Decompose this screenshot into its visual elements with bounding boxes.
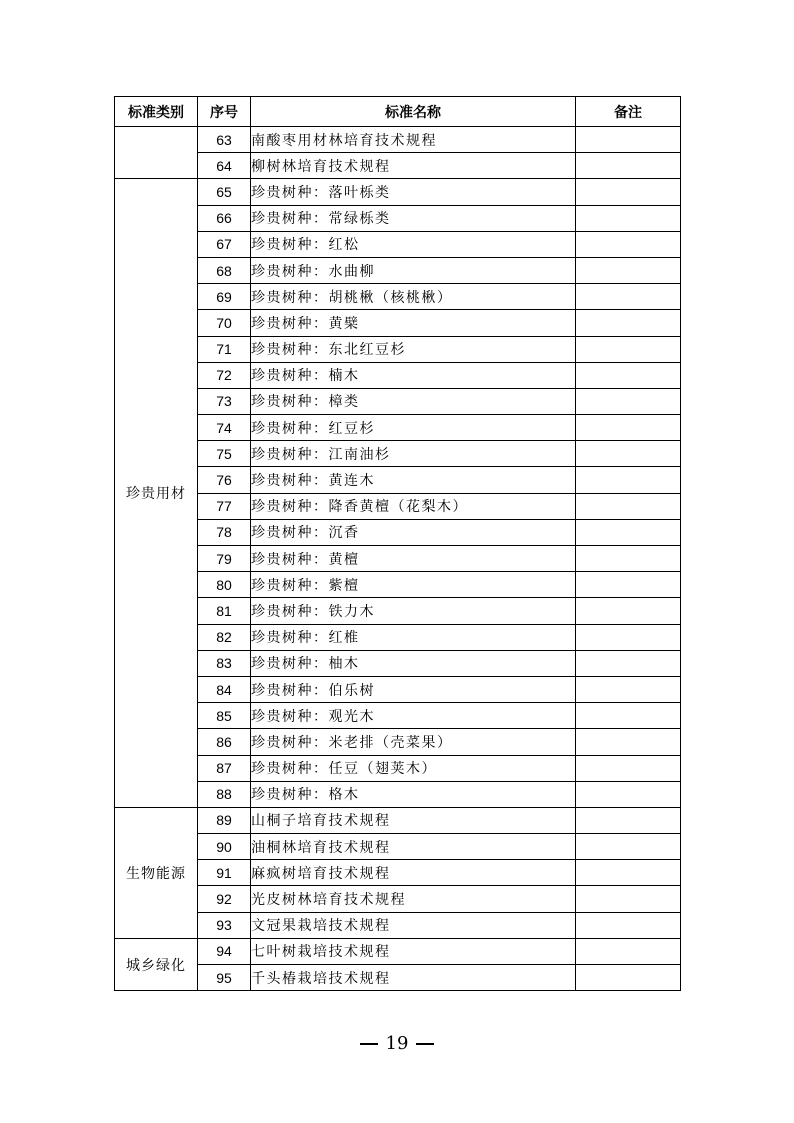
table-row bbox=[115, 781, 681, 807]
number-cell: 65 bbox=[198, 179, 251, 205]
note-cell bbox=[576, 650, 681, 676]
number-cell: 83 bbox=[198, 650, 251, 676]
name-cell: 珍贵树种：铁力木 bbox=[251, 598, 576, 624]
number-cell: 72 bbox=[198, 362, 251, 388]
note-cell bbox=[576, 624, 681, 650]
table-row bbox=[115, 912, 681, 938]
number-cell: 79 bbox=[198, 546, 251, 572]
table-row bbox=[115, 362, 681, 388]
table-row bbox=[115, 257, 681, 283]
note-cell bbox=[576, 572, 681, 598]
note-cell bbox=[576, 938, 681, 964]
note-cell bbox=[576, 153, 681, 179]
name-cell: 珍贵树种：柚木 bbox=[251, 650, 576, 676]
note-cell bbox=[576, 415, 681, 441]
table-row bbox=[115, 153, 681, 179]
note-cell bbox=[576, 441, 681, 467]
table-body bbox=[115, 127, 681, 991]
note-cell bbox=[576, 860, 681, 886]
number-cell: 70 bbox=[198, 310, 251, 336]
number-cell: 88 bbox=[198, 781, 251, 807]
note-cell bbox=[576, 965, 681, 991]
note-cell bbox=[576, 834, 681, 860]
table-row bbox=[115, 415, 681, 441]
header-name: 标准名称 bbox=[251, 97, 576, 127]
number-cell: 91 bbox=[198, 860, 251, 886]
note-cell bbox=[576, 546, 681, 572]
name-cell: 珍贵树种：黄檗 bbox=[251, 310, 576, 336]
table-row bbox=[115, 388, 681, 414]
name-cell: 珍贵树种：红松 bbox=[251, 231, 576, 257]
table-row bbox=[115, 179, 681, 205]
note-cell bbox=[576, 676, 681, 702]
name-cell: 珍贵树种：胡桃楸（核桃楸） bbox=[251, 284, 576, 310]
note-cell bbox=[576, 886, 681, 912]
category-cell: 生物能源 bbox=[115, 807, 198, 938]
table-row bbox=[115, 284, 681, 310]
note-cell bbox=[576, 519, 681, 545]
note-cell bbox=[576, 388, 681, 414]
name-cell: 珍贵树种：楠木 bbox=[251, 362, 576, 388]
number-cell: 64 bbox=[198, 153, 251, 179]
number-cell: 75 bbox=[198, 441, 251, 467]
name-cell: 珍贵树种：紫檀 bbox=[251, 572, 576, 598]
table-row bbox=[115, 676, 681, 702]
name-cell: 山桐子培育技术规程 bbox=[251, 807, 576, 833]
standards-table bbox=[114, 96, 681, 991]
table-row bbox=[115, 336, 681, 362]
name-cell: 七叶树栽培技术规程 bbox=[251, 938, 576, 964]
name-cell: 珍贵树种：红豆杉 bbox=[251, 415, 576, 441]
name-cell: 珍贵树种：红椎 bbox=[251, 624, 576, 650]
note-cell bbox=[576, 598, 681, 624]
name-cell: 珍贵树种：江南油杉 bbox=[251, 441, 576, 467]
name-cell: 珍贵树种：伯乐树 bbox=[251, 676, 576, 702]
name-cell: 珍贵树种：黄连木 bbox=[251, 467, 576, 493]
note-cell bbox=[576, 467, 681, 493]
header-number: 序号 bbox=[198, 97, 251, 127]
note-cell bbox=[576, 912, 681, 938]
name-cell: 珍贵树种：黄檀 bbox=[251, 546, 576, 572]
number-cell: 90 bbox=[198, 834, 251, 860]
number-cell: 82 bbox=[198, 624, 251, 650]
number-cell: 81 bbox=[198, 598, 251, 624]
note-cell bbox=[576, 257, 681, 283]
table-row bbox=[115, 572, 681, 598]
name-cell: 珍贵树种：水曲柳 bbox=[251, 257, 576, 283]
number-cell: 74 bbox=[198, 415, 251, 441]
name-cell: 麻疯树培育技术规程 bbox=[251, 860, 576, 886]
category-cell: 城乡绿化 bbox=[115, 938, 198, 990]
note-cell bbox=[576, 703, 681, 729]
table-row bbox=[115, 205, 681, 231]
category-cell: 珍贵用材 bbox=[115, 179, 198, 808]
note-cell bbox=[576, 781, 681, 807]
note-cell bbox=[576, 231, 681, 257]
note-cell bbox=[576, 284, 681, 310]
table-row bbox=[115, 650, 681, 676]
table-row bbox=[115, 755, 681, 781]
number-cell: 92 bbox=[198, 886, 251, 912]
number-cell: 71 bbox=[198, 336, 251, 362]
table-row bbox=[115, 834, 681, 860]
number-cell: 93 bbox=[198, 912, 251, 938]
number-cell: 69 bbox=[198, 284, 251, 310]
number-cell: 77 bbox=[198, 493, 251, 519]
name-cell: 珍贵树种：米老排（壳菜果） bbox=[251, 729, 576, 755]
name-cell: 珍贵树种：降香黄檀（花梨木） bbox=[251, 493, 576, 519]
name-cell: 文冠果栽培技术规程 bbox=[251, 912, 576, 938]
note-cell bbox=[576, 336, 681, 362]
table-row bbox=[115, 965, 681, 991]
number-cell: 63 bbox=[198, 127, 251, 153]
page-number: 19 bbox=[385, 1033, 409, 1054]
dash-left bbox=[360, 1043, 378, 1045]
table-row bbox=[115, 938, 681, 964]
name-cell: 油桐林培育技术规程 bbox=[251, 834, 576, 860]
category-cell bbox=[115, 127, 198, 179]
number-cell: 67 bbox=[198, 231, 251, 257]
number-cell: 86 bbox=[198, 729, 251, 755]
note-cell bbox=[576, 729, 681, 755]
number-cell: 68 bbox=[198, 257, 251, 283]
note-cell bbox=[576, 205, 681, 231]
note-cell bbox=[576, 493, 681, 519]
name-cell: 珍贵树种：沉香 bbox=[251, 519, 576, 545]
table-row bbox=[115, 598, 681, 624]
number-cell: 87 bbox=[198, 755, 251, 781]
number-cell: 94 bbox=[198, 938, 251, 964]
page-footer bbox=[0, 1033, 794, 1054]
note-cell bbox=[576, 310, 681, 336]
number-cell: 73 bbox=[198, 388, 251, 414]
table-row bbox=[115, 441, 681, 467]
number-cell: 95 bbox=[198, 965, 251, 991]
note-cell bbox=[576, 362, 681, 388]
name-cell: 千头椿栽培技术规程 bbox=[251, 965, 576, 991]
name-cell: 珍贵树种：落叶栎类 bbox=[251, 179, 576, 205]
number-cell: 80 bbox=[198, 572, 251, 598]
number-cell: 66 bbox=[198, 205, 251, 231]
dash-right bbox=[416, 1043, 434, 1045]
number-cell: 84 bbox=[198, 676, 251, 702]
table-header-row bbox=[115, 97, 681, 127]
note-cell bbox=[576, 127, 681, 153]
table-row bbox=[115, 546, 681, 572]
header-category: 标准类别 bbox=[115, 97, 198, 127]
name-cell: 珍贵树种：观光木 bbox=[251, 703, 576, 729]
table-row bbox=[115, 624, 681, 650]
table-row bbox=[115, 467, 681, 493]
table-row bbox=[115, 519, 681, 545]
table-row bbox=[115, 231, 681, 257]
name-cell: 柳树林培育技术规程 bbox=[251, 153, 576, 179]
table-row bbox=[115, 807, 681, 833]
name-cell: 珍贵树种：东北红豆杉 bbox=[251, 336, 576, 362]
name-cell: 光皮树林培育技术规程 bbox=[251, 886, 576, 912]
note-cell bbox=[576, 807, 681, 833]
table-row bbox=[115, 860, 681, 886]
number-cell: 76 bbox=[198, 467, 251, 493]
name-cell: 珍贵树种：格木 bbox=[251, 781, 576, 807]
name-cell: 珍贵树种：樟类 bbox=[251, 388, 576, 414]
table-row bbox=[115, 310, 681, 336]
note-cell bbox=[576, 179, 681, 205]
table-row bbox=[115, 703, 681, 729]
table-row bbox=[115, 493, 681, 519]
table-row bbox=[115, 127, 681, 153]
note-cell bbox=[576, 755, 681, 781]
table-row bbox=[115, 886, 681, 912]
name-cell: 珍贵树种：常绿栎类 bbox=[251, 205, 576, 231]
name-cell: 珍贵树种：任豆（翅荚木） bbox=[251, 755, 576, 781]
table-row bbox=[115, 729, 681, 755]
name-cell: 南酸枣用材林培育技术规程 bbox=[251, 127, 576, 153]
number-cell: 85 bbox=[198, 703, 251, 729]
number-cell: 89 bbox=[198, 807, 251, 833]
number-cell: 78 bbox=[198, 519, 251, 545]
header-note: 备注 bbox=[576, 97, 681, 127]
